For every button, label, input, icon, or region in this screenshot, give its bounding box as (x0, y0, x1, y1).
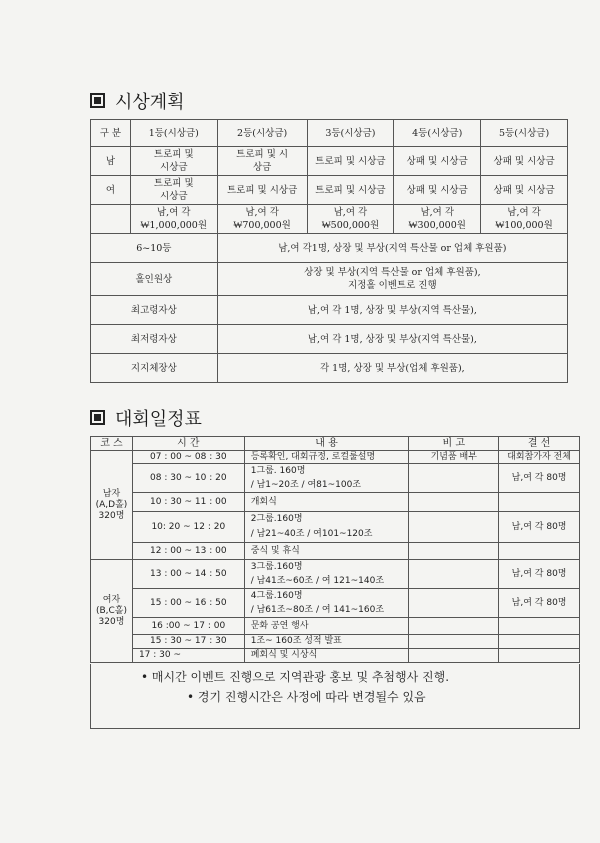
header-cell: 코 스 (91, 437, 133, 451)
header-cell: 시 간 (132, 437, 244, 451)
header-cell: 2등(시상금) (217, 120, 307, 147)
special-award-name: 최저령자상 (91, 325, 218, 354)
row-label: 여 (91, 176, 131, 205)
time-cell: 10: 20 ~ 12 : 20 (132, 512, 244, 543)
time-cell: 07 : 00 ~ 08 : 30 (132, 451, 244, 464)
content-cell: 폐회식 및 시상식 (244, 649, 409, 663)
final-cell: 남,여 각 80명 (499, 560, 580, 589)
final-cell: 남,여 각 80명 (499, 512, 580, 543)
table-row (91, 635, 580, 649)
note-text: • 경기 진행시간은 사정에 따라 변경될수 있음 (187, 690, 426, 704)
prize-cell: 트로피 및 시상금 (307, 147, 394, 176)
header-cell: 내 용 (244, 437, 409, 451)
special-award-name: 지지체장상 (91, 354, 218, 383)
square-bullet-icon (90, 410, 105, 425)
special-award-row (91, 296, 568, 325)
note-cell: 기념품 배부 (409, 451, 499, 464)
header-cell: 1등(시상금) (130, 120, 217, 147)
prize-cell: 트로피 및 시상금 (307, 176, 394, 205)
special-award-row (91, 354, 568, 383)
content-cell: 중식 및 휴식 (244, 543, 409, 560)
prize-cell: 트로피 및 시상금 (217, 176, 307, 205)
prize-cell: 상패 및 시상금 (481, 176, 568, 205)
content-cell: 3그룹.160명 (244, 560, 409, 575)
table-row (91, 464, 580, 479)
awards-amount-row (91, 205, 568, 234)
content-cell: 1조~ 160조 성적 발표 (244, 635, 409, 649)
row-label: 남 (91, 147, 131, 176)
special-award-row (91, 234, 568, 263)
awards-header-row (91, 120, 568, 147)
header-cell: 결 선 (499, 437, 580, 451)
content-cell-detail: / 남21~40조 / 여101~120조 (244, 527, 409, 543)
time-cell: 08 : 30 ~ 10 : 20 (132, 464, 244, 493)
content-cell: 4그룹.160명 (244, 589, 409, 604)
awards-male-row (91, 147, 568, 176)
time-cell: 16 :00 ~ 17 : 00 (132, 618, 244, 635)
special-award-row (91, 263, 568, 296)
amount-cell: 남,여 각 ₩1,000,000원 (130, 205, 217, 234)
header-cell: 3등(시상금) (307, 120, 394, 147)
table-row (91, 512, 580, 528)
prize-cell: 트로피 및 시상금 (130, 176, 217, 205)
special-award-desc: 남,여 각 1명, 상장 및 부상(지역 특산물), (217, 296, 567, 325)
special-award-row (91, 325, 568, 354)
time-cell: 15 : 30 ~ 17 : 30 (132, 635, 244, 649)
prize-cell: 트로피 및 시상금 (130, 147, 217, 176)
time-cell: 10 : 30 ~ 11 : 00 (132, 493, 244, 512)
header-cell: 구 분 (91, 120, 131, 147)
time-cell: 13 : 00 ~ 14 : 50 (132, 560, 244, 589)
header-cell: 4등(시상금) (394, 120, 481, 147)
amount-cell: 남,여 각 ₩500,000원 (307, 205, 394, 234)
table-row (91, 649, 580, 663)
table-row (91, 451, 580, 464)
special-award-desc: 상장 및 부상(지역 특산물 or 업체 후원품), 지정홀 이벤트로 진행 (217, 263, 567, 296)
special-award-desc: 남,여 각 1명, 상장 및 부상(지역 특산물), (217, 325, 567, 354)
section-title-awards: 시상계획 (90, 88, 185, 114)
table-row (91, 493, 580, 512)
header-cell: 5등(시상금) (481, 120, 568, 147)
special-award-name: 최고령자상 (91, 296, 218, 325)
special-award-desc: 남,여 각1명, 상장 및 부상(지역 특산물 or 업체 후원품) (217, 234, 567, 263)
table-row (91, 543, 580, 560)
awards-female-row (91, 176, 568, 205)
final-cell: 남,여 각 80명 (499, 464, 580, 493)
awards-table (90, 119, 568, 383)
time-cell: 15 : 00 ~ 16 : 50 (132, 589, 244, 618)
content-cell-detail: / 남1~20조 / 여81~100조 (244, 478, 409, 493)
amount-cell: 남,여 각 ₩300,000원 (394, 205, 481, 234)
table-row (91, 560, 580, 575)
special-award-name: 홀인원상 (91, 263, 218, 296)
final-cell: 대회참가자 전체 (499, 451, 580, 464)
time-cell: 12 : 00 ~ 13 : 00 (132, 543, 244, 560)
schedule-table (90, 436, 580, 663)
course-group-male: 남자 (A,D홀) 320명 (91, 451, 133, 560)
content-cell: 등록확인, 대회규정, 로컬룰설명 (244, 451, 409, 464)
section-title-schedule: 대회일정표 (90, 405, 202, 431)
content-cell: 개회식 (244, 493, 409, 512)
prize-cell: 상패 및 시상금 (394, 176, 481, 205)
prize-cell: 상패 및 시상금 (394, 147, 481, 176)
amount-cell: 남,여 각 ₩700,000원 (217, 205, 307, 234)
schedule-header-row (91, 437, 580, 451)
content-cell: 2그룹.160명 (244, 512, 409, 528)
content-cell-detail: / 남41조~60조 / 여 121~140조 (244, 574, 409, 589)
note-text: • 매시간 이벤트 진행으로 지역관광 홍보 및 추첨행사 진행. (141, 670, 450, 684)
prize-cell: 트로피 및 시상금 (217, 147, 307, 176)
final-cell: 남,여 각 80명 (499, 589, 580, 618)
content-cell: 1그룹. 160명 (244, 464, 409, 479)
table-row (91, 589, 580, 604)
header-cell: 비 고 (409, 437, 499, 451)
content-cell-detail: / 남61조~80조 / 여 141~160조 (244, 603, 409, 618)
course-group-female: 여자 (B,C홀) 320명 (91, 560, 133, 663)
amount-cell: 남,여 각 ₩100,000원 (481, 205, 568, 234)
notes-box (90, 664, 580, 729)
content-cell: 문화 공연 행사 (244, 618, 409, 635)
time-cell: 17 : 30 ~ (132, 649, 244, 663)
square-bullet-icon (90, 93, 105, 108)
special-award-name: 6~10등 (91, 234, 218, 263)
special-award-desc: 각 1명, 상장 및 부상(업체 후원품), (217, 354, 567, 383)
table-row (91, 618, 580, 635)
prize-cell: 상패 및 시상금 (481, 147, 568, 176)
